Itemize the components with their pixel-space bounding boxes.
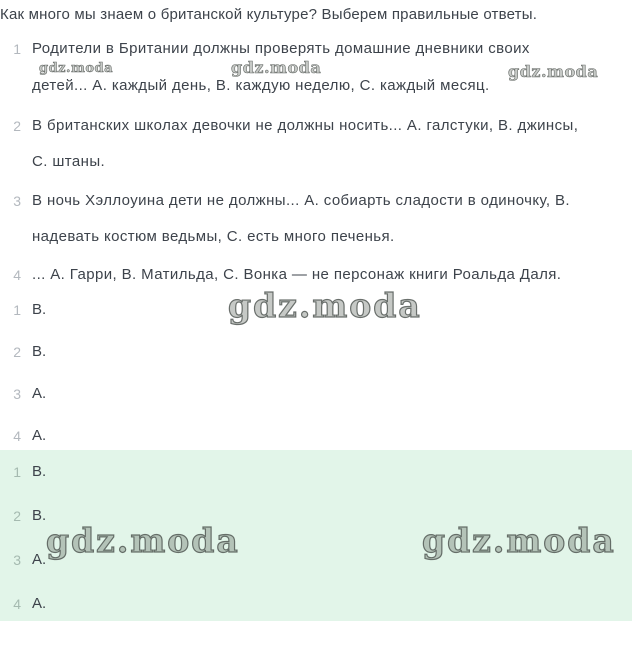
watermark-large-green-right: gdz.moda (422, 521, 616, 560)
watermark-large-center: gdz.moda (228, 286, 422, 325)
question-3-line-1: В ночь Хэллоуина дети не должны... А. собиарть сладости в одиночку, В. (32, 192, 570, 209)
answer-highlighted-2-letter: В. (32, 507, 47, 524)
answer-highlighted-1-letter: В. (32, 463, 47, 480)
answer-plain-2-number: 2 (13, 344, 21, 360)
answer-plain-1-letter: В. (32, 301, 47, 318)
answer-highlighted-2-number: 2 (13, 508, 21, 524)
question-1-number: 1 (13, 41, 21, 57)
answer-plain-4-number: 4 (13, 428, 21, 444)
answer-plain-1-number: 1 (13, 302, 21, 318)
answer-highlighted-1-number: 1 (13, 464, 21, 480)
watermark-small-2: gdz.moda (231, 58, 322, 77)
watermark-large-green-left: gdz.moda (46, 521, 240, 560)
answer-highlighted-3-number: 3 (13, 552, 21, 568)
answer-plain-2-letter: В. (32, 343, 47, 360)
question-1-line-1: Родители в Британии должны проверять домашние дневники своих (32, 40, 530, 57)
question-1-line-2: детей... А. каждый день, В. каждую неделю, С. каждый месяц. (32, 77, 490, 94)
answer-plain-4-letter: А. (32, 427, 47, 444)
answer-plain-3-number: 3 (13, 386, 21, 402)
page-title: Как много мы знаем о британской культуре? Выберем правильные ответы. (0, 6, 538, 23)
question-2-line-1: В британских школах девочки не должны носить... А. галстуки, В. джинсы, (32, 117, 579, 134)
answer-plain-3-letter: А. (32, 385, 47, 402)
answer-highlighted-3-letter: А. (32, 551, 47, 568)
question-4-number: 4 (13, 267, 21, 283)
question-4-line-1: ... А. Гарри, В. Матильда, С. Вонка — не персонаж книги Роальда Даля. (32, 266, 562, 283)
question-3-number: 3 (13, 193, 21, 209)
watermark-small-3: gdz.moda (508, 62, 599, 81)
question-2-line-2: С. штаны. (32, 153, 106, 170)
answer-highlighted-4-number: 4 (13, 596, 21, 612)
question-3-line-2: надевать костюм ведьмы, С. есть много печенья. (32, 228, 395, 245)
watermark-small-1: gdz.moda (39, 61, 114, 76)
answer-highlighted-4-letter: А. (32, 595, 47, 612)
question-2-number: 2 (13, 118, 21, 134)
